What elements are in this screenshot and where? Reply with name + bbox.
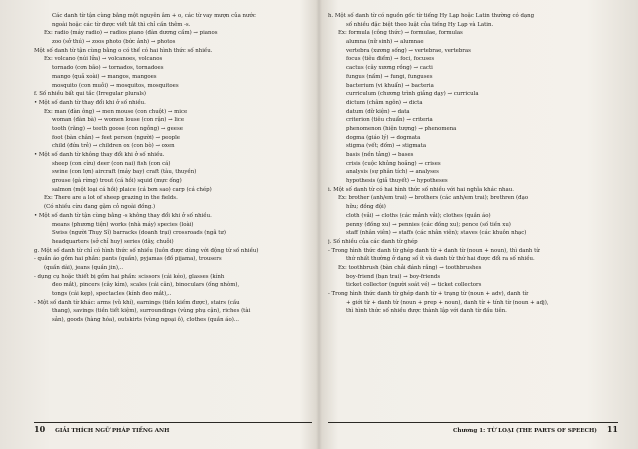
text-line: fungus (nấm) → fungi, funguses	[346, 73, 433, 80]
right-page-number: 11	[606, 424, 618, 434]
text-line: boy-friend (bạn trai) → boy-friends	[346, 273, 441, 280]
text-line: - Trong hình thức danh từ ghép danh từ + danh từ (noun + noun), thì danh từ	[328, 247, 540, 254]
text-line: - Một số danh từ khác: arms (vũ khí), earnings (tiền kiếm được), stairs (cầu	[34, 299, 240, 306]
text-line: curriculum (chương trình giảng dạy) → curricula	[346, 91, 479, 98]
text-line: j. Số nhiều của các danh từ ghép	[328, 238, 418, 245]
text-line: i. Một số danh từ có hai hình thức số nhiều với hai nghĩa khác nhau.	[328, 186, 514, 193]
text-line: child (đứa trẻ) → children ox (con bò) → oxen	[52, 143, 175, 150]
text-line: analysis (sự phân tích) → analyses	[346, 169, 439, 176]
text-line: Ex: radio (máy radio) → radios piano (đàn dương cầm) → pianos	[44, 30, 218, 37]
text-line: thì hình thức số nhiều được thành lập với danh từ đầu tiên.	[346, 308, 507, 315]
text-line: Ex: volcano (núi lửa) → volcanoes, volcanos	[44, 56, 163, 63]
text-line: ngoài hoặc các từ được viết tắt thì chỉ cần thêm -s.	[52, 21, 191, 28]
text-line: vertebra (xương sống) → vertebrae, vertebras	[346, 47, 471, 54]
text-line: số nhiều đặc biệt theo luật của tiếng Hy Lạp và Latin.	[346, 21, 494, 28]
text-line: bacterium (vi khuẩn) → bacteria	[346, 82, 434, 89]
left-footer-title: GIẢI THÍCH NGỮ PHÁP TIẾNG ANH	[55, 428, 170, 434]
text-line: hypothesis (giả thuyết) → hypotheses	[346, 178, 448, 185]
right-page	[328, 12, 618, 437]
text-line: staff (nhân viên) → staffs (các nhân viên); staves (các khuôn nhạc)	[346, 230, 527, 237]
text-line: criterion (tiêu chuẩn) → criteria	[346, 117, 433, 124]
text-line: tooth (răng) → teeth goose (con ngỗng) → geese	[52, 125, 183, 132]
text-line: alumna (nữ sinh) → alumnae	[346, 39, 424, 46]
right-page-footer	[328, 422, 618, 435]
text-line: • Một số danh từ tận cùng bằng -s không thay đổi khi ở số nhiều.	[34, 212, 212, 219]
text-line: headquarters (sở chỉ huy) series (dãy, chuỗi)	[52, 238, 174, 245]
right-footer-title: Chương 1: TỪ LOẠI (THE PARTS OF SPEECH)	[452, 428, 597, 434]
text-line: phenomenon (hiện tượng) → phenomena	[346, 125, 457, 132]
text-line: datum (dữ kiện) → data	[346, 108, 410, 115]
text-line: tornado (cơn bão) → tornados, tornadoes	[52, 65, 164, 72]
text-line: - dụng cụ hoặc thiết bị gồm hai phần: scissors (cái kéo), glasses (kính	[34, 273, 225, 280]
text-line: Ex: toothbrush (bàn chải đánh răng) → toothbrushes	[338, 264, 482, 271]
book-gutter	[316, 0, 322, 449]
right-page-text	[328, 12, 618, 316]
text-line: Một số danh từ tận cùng bằng o có thể có hai hình thức số nhiều.	[34, 47, 213, 54]
text-line: sản), goods (hàng hóa), outskirts (vùng ngoại ô), clothes (quần áo)...	[52, 317, 239, 324]
text-line: - Trong hình thức danh từ ghép danh từ + trạng từ (noun + adv), danh từ	[328, 291, 528, 297]
left-page	[34, 12, 312, 437]
text-line: thứ nhất thường ở dạng số ít và danh từ thứ hai được đổi ra số nhiều.	[346, 256, 535, 263]
text-line: crisis (cuộc khủng hoảng) → crises	[346, 160, 441, 167]
text-line: grouse (gà rừng) trout (cá hồi) squid (mực ống)	[52, 178, 182, 185]
text-line: focus (tiêu điểm) → foci, focuses	[346, 56, 435, 63]
text-line: penny (đồng xu) → pennies (các đồng xu); pence (số tiền xu)	[346, 221, 511, 228]
text-line: basis (nền tảng) → bases	[346, 152, 414, 158]
text-line: hữu; đồng đội)	[346, 204, 386, 211]
text-line: Ex: brother (anh/em trai) → brothers (các anh/em trai); brethren (đạo	[338, 195, 529, 202]
text-line: cactus (cây xương rồng) → cacti	[346, 65, 433, 72]
left-page-text	[34, 12, 312, 325]
text-line: • Một số danh từ thay đổi khi ở số nhiều.	[34, 99, 146, 106]
text-line: thang), savings (tiền tiết kiệm), surroundings (vùng phụ cận), riches (tài	[52, 308, 251, 315]
text-line: Ex: man (đàn ông) → men mouse (con chuột) → mice	[44, 108, 188, 115]
text-line: Ex: formula (công thức) → formulae, formulas	[338, 30, 463, 37]
text-line: f. Số nhiều bất qui tắc (Irregular plurals)	[34, 91, 146, 98]
text-line: h. Một số danh từ có nguồn gốc từ tiếng Hy Lạp hoặc Latin thường có dạng	[328, 13, 535, 19]
text-line: (Có nhiều cừu đang gặm cỏ ngoài đồng.)	[44, 204, 156, 211]
text-line: foot (bàn chân) → feet person (người) → people	[52, 134, 180, 141]
text-line: • Một số danh từ không thay đổi khi ở số nhiều.	[34, 152, 165, 158]
text-line: + giới từ + danh từ (noun + prep + noun), danh từ + tính từ (noun + adj),	[346, 299, 549, 306]
text-line: woman (đàn bà) → women louse (con rận) → lice	[52, 117, 185, 124]
text-line: mango (quả xoài) → mangos, mangoes	[52, 73, 157, 80]
text-line: dogma (giáo lý) → dogmata	[346, 134, 421, 141]
text-line: cloth (vải) → cloths (các mảnh vải); clothes (quần áo)	[346, 212, 491, 219]
text-line: zoo (sở thú) → zoos photo (bức ảnh) → photos	[52, 39, 176, 46]
left-page-number: 10	[34, 424, 46, 434]
text-line: dictum (châm ngôn) → dicta	[346, 99, 423, 106]
text-line: Swiss (người Thụy Sĩ) barracks (doanh trại) crossroads (ngã tư)	[52, 230, 226, 237]
text-line: salmon (một loại cá hồi) plaice (cá bơn sao) carp (cá chép)	[52, 186, 212, 193]
text-line: tongs (cái kẹp), spectacles (kính đeo mắt),..	[52, 291, 172, 297]
text-line: đeo mắt), pincers (cây kìm), scales (cái cân), binoculars (ống nhòm),	[52, 282, 240, 289]
text-line: - quần áo gồm hai phần: pants (quần), pyjamas (đồ pijama), trousers	[34, 256, 222, 263]
text-line: ticket collector (người soát vé) → ticket collectors	[346, 282, 482, 289]
text-line: sheep (con cừu) deer (con nai) fish (con cá)	[52, 160, 171, 167]
text-line: g. Một số danh từ chỉ có hình thức số nhiều (luôn được dùng với động từ số nhiều)	[34, 247, 259, 254]
text-line: stigma (vết; đốm) → stigmata	[346, 143, 427, 150]
text-line: (quần dài), jeans (quần jin),..	[44, 264, 124, 271]
left-page-footer	[34, 422, 312, 435]
text-line: Ex: There are a lot of sheep grazing in the fields.	[44, 195, 178, 202]
text-line: mosquito (con muỗi) → mosquitos, mosquitoes	[52, 82, 179, 89]
text-line: Các danh từ tận cùng bằng một nguyên âm + o, các từ vay mượn của nước	[52, 13, 256, 19]
text-line: means (phương tiện) works (nhà máy) species (loài)	[52, 221, 194, 228]
text-line: swine (con lợn) aircraft (máy bay) craft (tàu, thuyền)	[52, 169, 197, 176]
